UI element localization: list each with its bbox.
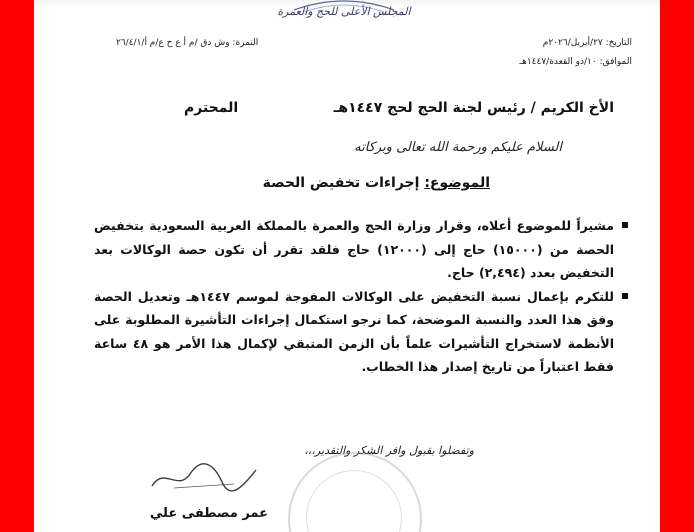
- letter-date: التاريخ: ٢٧/أبريل/٢٠٢٦م: [542, 38, 632, 48]
- subject-label: الموضوع:: [424, 175, 490, 191]
- signer-name: عمر مصطفى علي: [149, 506, 268, 521]
- letter-hijri-date: الموافق: ١٠/ذو القعدة/١٤٤٧هـ: [519, 57, 632, 67]
- subject-text: إجراءات تخفيض الحصة: [262, 175, 425, 191]
- subject-line: [263, 175, 490, 191]
- stamp-inner-ring: [306, 470, 402, 532]
- letterhead-emblem: [274, 0, 414, 28]
- body-paragraph: مشيراً للموضوع أعلاه، وقرار وزارة الحج والعمرة بالمملكة العربية السعودية بتخفيض الحصة من (١٥٠٠٠) حاج إلى (١٢٠٠٠) حاج فلقد تقرر أن تكون حصة الوكالات بعد التخفيض بعدد (٢,٤٩٤) حاج.: [94, 214, 630, 285]
- letter-reference: النمرة: وش دق /م أ ع ح ع/م أ/٢٦/٤/١: [116, 38, 259, 48]
- closing-line: وتفضلوا بقبول وافر الشكر والتقدير،،،: [304, 444, 474, 457]
- body-paragraph: للتكرم بإعمال نسبة التخفيض على الوكالات المفوجة لموسم ١٤٤٧هـ وتعديل الحصة وفق هذا العدد والنسبة الموضحة، كما نرجو استكمال إجراءات التأشيرة المطلوبة على الأنظمة لاستخراج التأشيرات علماً بأن الزمن المتبقي لإكمال هذا الأمر هو ٤٨ ساعة فقط اعتباراً من تاريخ إصدار هذا الخطاب.: [94, 285, 630, 379]
- greeting: السلام عليكم ورحمة الله تعالى وبركاته: [354, 140, 562, 155]
- letter-page: [34, 0, 660, 532]
- letterhead-organization: المجلس الأعلى للحج والعمرة: [277, 5, 411, 18]
- official-stamp: [288, 452, 422, 532]
- addressee: الأخ الكريم / رئيس لجنة الحج لحج ١٤٤٧هـ: [333, 100, 614, 116]
- honorific: المحترم: [184, 100, 239, 116]
- handwritten-signature: [144, 458, 264, 498]
- letter-body: [94, 214, 630, 379]
- letter-meta: [519, 34, 632, 72]
